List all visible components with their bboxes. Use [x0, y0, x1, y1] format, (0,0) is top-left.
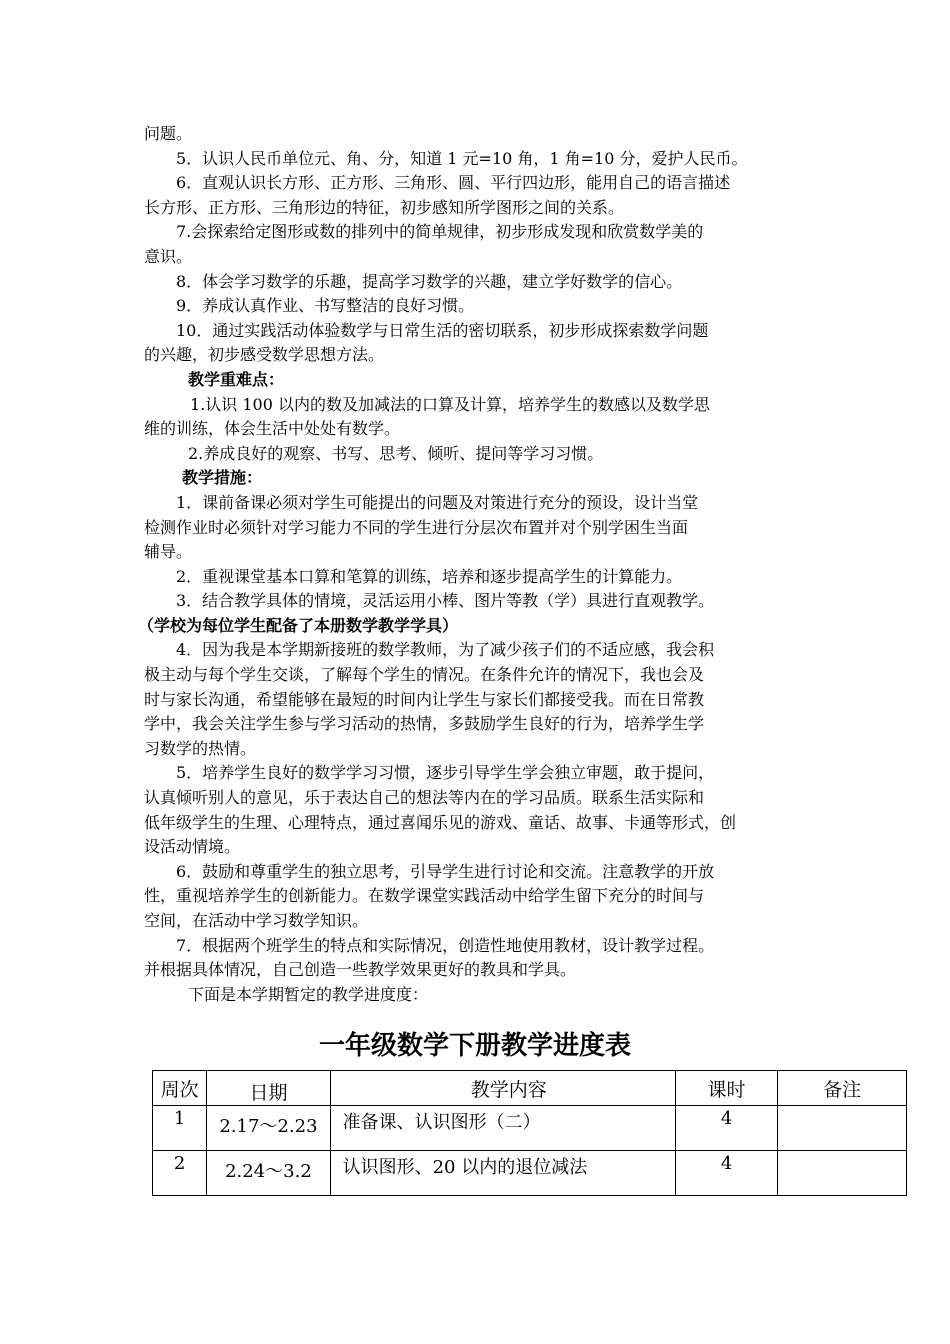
text-line: 1.认识 100 以内的数及加减法的口算及计算，培养学生的数感以及数学思 — [190, 394, 710, 414]
text-line: 维的训练，体会生活中处处有数学。 — [144, 419, 401, 439]
text-line: 设活动情境。 — [144, 837, 241, 857]
table-header-row — [153, 1071, 907, 1106]
cell-hours: 4 — [720, 1108, 733, 1129]
text-line: 2.养成良好的观察、书写、思考、倾听、提问等学习习惯。 — [188, 443, 604, 463]
text-line: 7．根据两个班学生的特点和实际情况，创造性地使用教材，设计教学过程。 — [176, 935, 715, 955]
table-row — [153, 1106, 907, 1151]
text-line: 低年级学生的生理、心理特点，通过喜闻乐见的游戏、童话、故事、卡通等形式，创 — [144, 812, 737, 832]
text-line: （学校为每位学生配备了本册数学教学学具） — [138, 615, 459, 635]
cell-date: 2.17～2.23 — [207, 1106, 330, 1151]
text-line: 4．因为我是本学期新接班的数学教师，为了减少孩子们的不适应感，我会积 — [176, 640, 715, 660]
cell-content: 认识图形、20 以内的退位减法 — [342, 1157, 588, 1178]
text-line: 的兴趣，初步感受数学思想方法。 — [144, 345, 385, 365]
cell-note — [778, 1106, 907, 1151]
body-text — [138, 122, 810, 1007]
text-line: 习数学的热情。 — [144, 738, 257, 758]
text-line: 6．直观认识长方形、正方形、三角形、圆、平行四边形，能用自己的语言描述 — [176, 173, 731, 193]
header-date: 日期 — [207, 1071, 330, 1106]
text-line: 6．鼓励和尊重学生的独立思考，引导学生进行讨论和交流。注意教学的开放 — [176, 861, 715, 881]
text-line: 1．课前备课必须对学生可能提出的问题及对策进行充分的预设，设计当堂 — [176, 492, 699, 512]
header-content: 教学内容 — [330, 1071, 675, 1106]
text-line: 认真倾听别人的意见，乐于表达自己的想法等内在的学习品质。联系生活实际和 — [144, 788, 705, 808]
cell-week: 1 — [173, 1108, 186, 1129]
text-line: 检测作业时必须针对学习能力不同的学生进行分层次布置并对个别学困生当面 — [144, 517, 689, 537]
text-line: 性，重视培养学生的创新能力。在数学课堂实践活动中给学生留下充分的时间与 — [144, 886, 705, 906]
cell-hours: 4 — [720, 1153, 733, 1174]
text-line: 学中，我会关注学生参与学习活动的热情，多鼓励学生良好的行为，培养学生学 — [144, 714, 705, 734]
header-week: 周次 — [153, 1071, 207, 1106]
text-line: 5．认识人民币单位元、角、分，知道 1 元=10 角，1 角=10 分，爱护人民币。 — [176, 148, 748, 168]
text-line: 时与家长沟通，希望能够在最短的时间内让学生与家长们都接受我。而在日常教 — [144, 689, 705, 709]
header-note: 备注 — [778, 1071, 907, 1106]
text-line: 9．养成认真作业、书写整洁的良好习惯。 — [176, 296, 475, 316]
text-line: 5．培养学生良好的数学学习习惯，逐步引导学生学会独立审题，敢于提问， — [176, 763, 715, 783]
text-line: 2．重视课堂基本口算和笔算的训练，培养和逐步提高学生的计算能力。 — [176, 566, 683, 586]
header-hours: 课时 — [675, 1071, 777, 1106]
text-line: 3．结合教学具体的情境，灵活运用小棒、图片等教（学）具进行直观教学。 — [176, 591, 715, 611]
cell-note — [778, 1151, 907, 1196]
text-line: 长方形、正方形、三角形边的特征，初步感知所学图形之间的关系。 — [144, 197, 625, 217]
cell-week: 2 — [173, 1153, 186, 1174]
cell-content: 准备课、认识图形（二） — [342, 1112, 541, 1133]
text-line: 10．通过实践活动体验数学与日常生活的密切联系，初步形成探索数学问题 — [176, 320, 709, 340]
text-line: 辅导。 — [144, 542, 193, 562]
cell-date: 2.24～3.2 — [207, 1151, 330, 1196]
text-line: 意识。 — [144, 246, 193, 266]
schedule-table — [152, 1070, 907, 1196]
schedule-title: 一年级数学下册教学进度表 — [318, 1031, 631, 1061]
text-line: 空间，在活动中学习数学知识。 — [144, 911, 369, 930]
text-line: 问题。 — [144, 124, 193, 143]
table-row — [153, 1151, 907, 1196]
text-line: 下面是本学期暂定的教学进度度： — [188, 984, 429, 1004]
text-line: 7.会探索给定图形或数的排列中的简单规律，初步形成发现和欣赏数学美的 — [176, 222, 704, 242]
section-heading: 教学重难点： — [188, 369, 285, 389]
section-heading: 教学措施： — [182, 468, 263, 488]
text-line: 并根据具体情况，自己创造一些教学效果更好的教具和学具。 — [144, 960, 577, 980]
text-line: 8．体会学习数学的乐趣，提高学习数学的兴趣，建立学好数学的信心。 — [176, 271, 683, 291]
text-line: 极主动与每个学生交谈，了解每个学生的情况。在条件允许的情况下，我也会及 — [144, 665, 705, 685]
